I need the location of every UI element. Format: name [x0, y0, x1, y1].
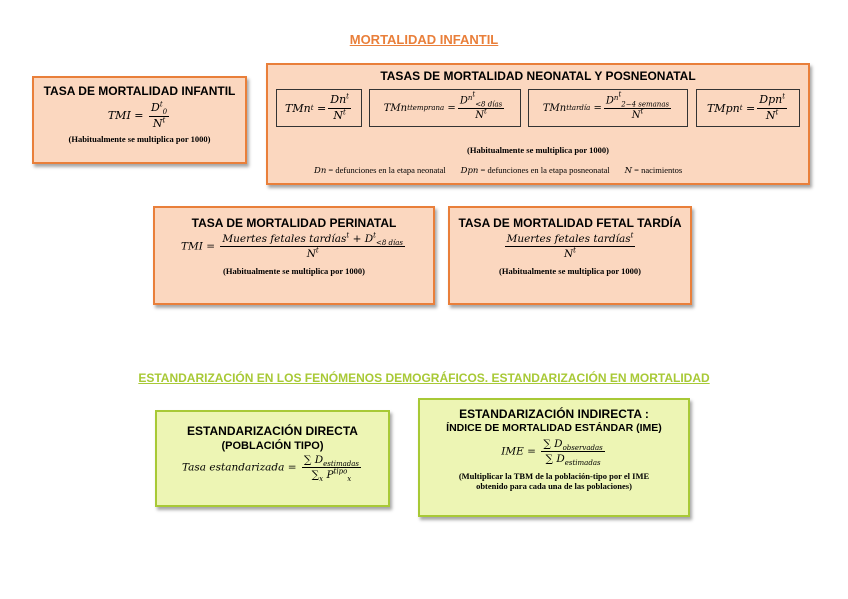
tmi-note: (Habitualmente se multiplica por 1000) — [68, 134, 211, 145]
indirecta-note-line2: obtenido para cada una de las poblaciones) — [476, 481, 632, 492]
neonatal-legend: Dn = defunciones en la etapa neonatal Dpn = defunciones en la etapa posneonatal N = nacimientos — [314, 165, 683, 176]
perinatal-formula: TMI = $\frac{Muertes fetales tardías^t + D^t_{<8 días}}{N^t}$ — [180, 231, 404, 261]
tmi-box — [32, 76, 247, 164]
indirecta-formula: IME = $\frac{\sum D_{observadas}}{\sum D_{estimadas}}$ — [501, 438, 603, 468]
neonatal-note: (Habitualmente se multiplica por 1000) — [467, 145, 609, 155]
perinatal-box — [153, 206, 435, 305]
indirecta-box — [418, 398, 690, 517]
indirecta-subheading: ÍNDICE DE MORTALIDAD ESTÁNDAR (IME) — [446, 422, 662, 434]
indirecta-note-line1: (Multiplicar la TBM de la población-tipo por el IME — [458, 471, 650, 482]
neonatal-formula-4: TMpn t = $\frac{Dpn^t}{N^t}$ — [696, 89, 800, 127]
perinatal-note: (Habitualmente se multiplica por 1000) — [223, 266, 365, 277]
neonatal-heading: TASAS DE MORTALIDAD NEONATAL Y POSNEONATAL — [380, 69, 696, 83]
neonatal-box — [266, 63, 810, 185]
directa-box — [155, 410, 390, 507]
fetal-formula: $\frac{Muertes fetales tardías^t}{N^t}$ — [506, 231, 634, 261]
indirecta-heading: ESTANDARIZACIÓN INDIRECTA : — [459, 407, 649, 421]
fetal-note: (Habitualmente se multiplica por 1000) — [499, 266, 641, 277]
title-mortalidad-infantil: MORTALIDAD INFANTIL — [349, 32, 499, 47]
fetal-box — [448, 206, 692, 305]
directa-subheading: (POBLACIÓN TIPO) — [221, 440, 324, 452]
title-estandarizacion: ESTANDARIZACIÓN EN LOS FENÓMENOS DEMOGRÁFICOS. ESTANDARIZACIÓN EN MORTALIDAD — [138, 371, 710, 385]
fetal-heading: TASA DE MORTALIDAD FETAL TARDÍA — [458, 216, 682, 230]
neonatal-formula-1: TMn t = $\frac{Dn^t}{N^t}$ — [276, 89, 362, 127]
perinatal-heading: TASA DE MORTALIDAD PERINATAL — [191, 216, 397, 230]
directa-heading: ESTANDARIZACIÓN DIRECTA — [187, 424, 358, 438]
directa-formula: Tasa estandarizada = $\frac{\sum D_{estimadas}}{\sum_x P^{tipo}_x}$ — [181, 454, 360, 484]
tmi-heading: TASA DE MORTALIDAD INFANTIL — [43, 84, 236, 98]
neonatal-formula-3: TMn t tardía = $\frac{D^{n^t}_{2-4 semanas}}{N^t}$ — [528, 89, 688, 127]
tmi-formula: TMI = $\frac{D^t_0}{N^t}$ — [107, 100, 168, 130]
neonatal-formula-2: TMn t temprana = $\frac{D^{n^t}_{<8 días}}{N^t}$ — [369, 89, 521, 127]
